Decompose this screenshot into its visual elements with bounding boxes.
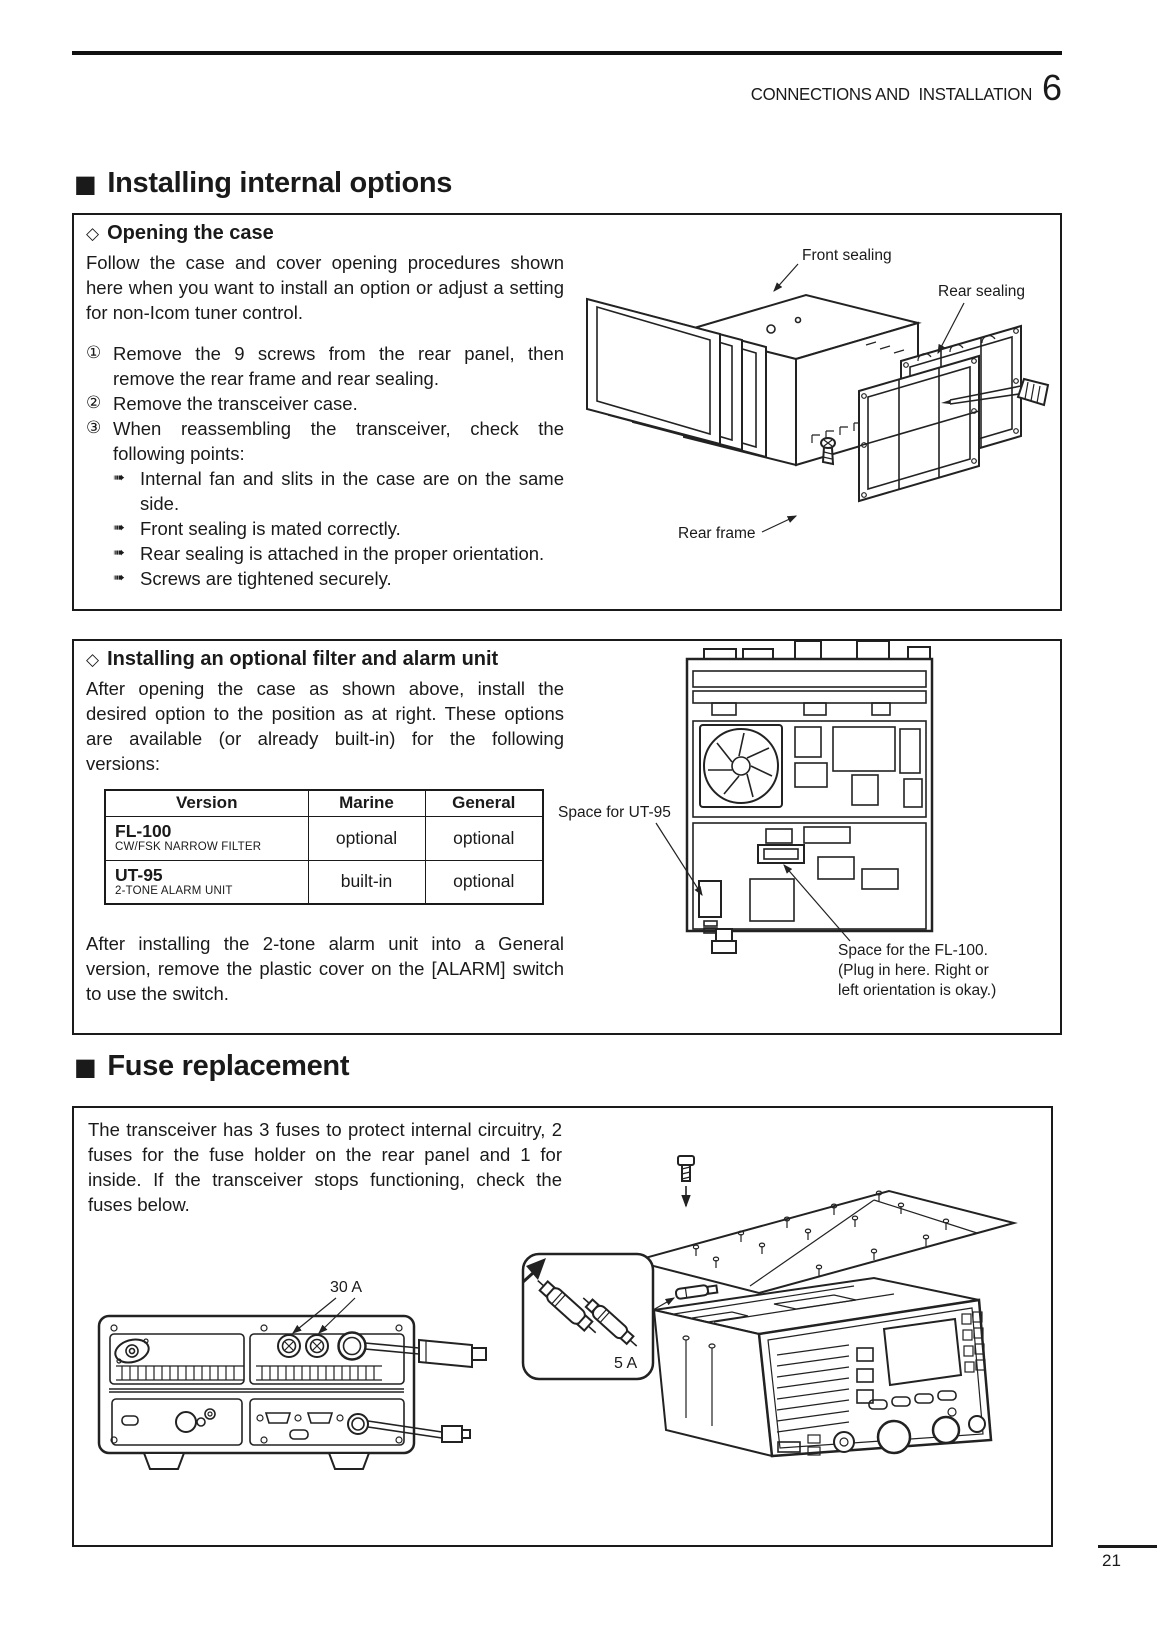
step-2-number: ② bbox=[86, 393, 102, 413]
opening-subtitle bbox=[86, 222, 564, 245]
step-1-number: ① bbox=[86, 343, 102, 363]
fl100-socket bbox=[758, 845, 804, 863]
checkpoint-2-text: Front sealing is mated correctly. bbox=[140, 518, 401, 539]
option-general-value: optional bbox=[425, 816, 543, 860]
col-header-version: Version bbox=[105, 790, 308, 816]
rear-frame-label: Rear frame bbox=[678, 525, 756, 542]
internal-fuse-icon bbox=[675, 1284, 717, 1300]
checkpoint-3 bbox=[113, 541, 564, 566]
ut95-socket bbox=[699, 881, 721, 917]
fuse-inset bbox=[523, 1254, 674, 1379]
option-desc: 2-TONE ALARM UNIT bbox=[115, 884, 233, 897]
volume-knob-icon bbox=[933, 1417, 959, 1443]
section-title-installing-options bbox=[74, 167, 452, 200]
front-sealing-label: Front sealing bbox=[802, 247, 892, 264]
header-rule bbox=[72, 51, 1062, 55]
ut95-space-label: Space for UT-95 bbox=[558, 804, 671, 821]
diamond-icon: ◇ bbox=[86, 650, 100, 670]
bottom-cover-exploded bbox=[634, 1156, 1014, 1293]
checkpoint-4 bbox=[113, 566, 564, 591]
filter-subtitle bbox=[86, 648, 564, 671]
step-1-text: Remove the 9 screws from the rear panel, then remove the rear frame and rear sealing. bbox=[113, 343, 564, 389]
options-table bbox=[104, 789, 544, 905]
step-2 bbox=[86, 391, 564, 416]
section-title-text: Installing internal options bbox=[107, 167, 453, 199]
screw-icon bbox=[821, 438, 835, 464]
section-marker-icon: ■ bbox=[74, 169, 97, 198]
chassis-top-view bbox=[687, 641, 932, 953]
opening-text-column bbox=[86, 222, 564, 591]
option-desc: CW/FSK NARROW FILTER bbox=[115, 841, 262, 853]
chapter-title: CONNECTIONS AND INSTALLATION bbox=[750, 84, 1032, 104]
cooling-fan-icon bbox=[700, 725, 782, 807]
fuse-location-diagram bbox=[74, 1108, 1051, 1545]
section-title-fuse-replacement bbox=[74, 1050, 349, 1083]
page-number: 21 bbox=[1102, 1551, 1121, 1570]
checkpoint-1-text: Internal fan and slits in the case are on the same side. bbox=[140, 468, 564, 514]
filter-alarm-box bbox=[72, 639, 1062, 1035]
page-number-rule bbox=[1098, 1545, 1157, 1548]
col-header-general: General bbox=[425, 790, 543, 816]
table-row bbox=[105, 860, 543, 904]
cover-screw-icon bbox=[678, 1156, 694, 1206]
arrow-bullet-icon: ➠ bbox=[113, 520, 125, 536]
checkpoint-3-text: Rear sealing is attached in the proper orientation. bbox=[140, 543, 545, 564]
filter-subtitle-text: Installing an optional filter and alarm unit bbox=[107, 648, 499, 670]
opening-the-case-box bbox=[72, 213, 1062, 611]
rear-sealing-label: Rear sealing bbox=[938, 283, 1026, 300]
fl100-space-label-line2: (Plug in here. Right or bbox=[838, 962, 989, 979]
step-2-text: Remove the transceiver case. bbox=[113, 393, 358, 414]
fl100-space-label-line3: left orientation is okay.) bbox=[838, 982, 997, 999]
checkpoint-4-text: Screws are tightened securely. bbox=[140, 568, 392, 589]
section-title-text: Fuse replacement bbox=[107, 1050, 350, 1082]
table-header-row bbox=[105, 790, 543, 816]
rear-panel-view bbox=[99, 1279, 486, 1469]
opening-steps bbox=[86, 341, 564, 591]
filter-outro: After installing the 2-tone alarm unit into a General version, remove the plastic cover on the [ALARM] switch to use the switch. bbox=[86, 933, 564, 1004]
board-top-view-diagram bbox=[552, 641, 1034, 1033]
table-row bbox=[105, 816, 543, 860]
filter-intro: After opening the case as shown above, install the desired option to the position as at right. These options are available (or already built-in) for the following versions: bbox=[86, 678, 564, 774]
fuse-replacement-box bbox=[72, 1106, 1053, 1547]
case-exploded-diagram bbox=[566, 233, 1052, 567]
opening-intro: Follow the case and cover opening procedures shown here when you want to install an option or adjust a setting for non-Icom tuner control. bbox=[86, 252, 564, 323]
section-marker-icon: ■ bbox=[74, 1052, 97, 1081]
fuse-5a-label: 5 A bbox=[614, 1355, 638, 1372]
step-3-text: When reassembling the transceiver, check the following points: bbox=[113, 418, 564, 464]
option-name: UT-95 bbox=[115, 864, 163, 885]
opening-subtitle-text: Opening the case bbox=[107, 222, 274, 244]
diamond-icon: ◇ bbox=[86, 224, 100, 244]
transceiver-chassis bbox=[654, 1278, 991, 1456]
checkpoint-1 bbox=[113, 466, 564, 516]
tuning-knob-icon bbox=[878, 1421, 910, 1453]
filter-text-column bbox=[86, 648, 564, 1006]
fuse-30a-label: 30 A bbox=[329, 1279, 363, 1296]
arrow-bullet-icon: ➠ bbox=[113, 470, 125, 486]
option-name: FL-100 bbox=[115, 821, 172, 841]
fuse-intro: The transceiver has 3 fuses to protect internal circuitry, 2 fuses for the fuse holder on the rear panel and 1 for inside. If the transceiver stops functioning, check the fuses below. bbox=[88, 1119, 562, 1215]
option-marine-value: built-in bbox=[308, 860, 425, 904]
step-3-number: ③ bbox=[86, 418, 102, 438]
chapter-number: 6 bbox=[1041, 67, 1062, 108]
arrow-bullet-icon: ➠ bbox=[113, 570, 125, 586]
arrow-bullet-icon: ➠ bbox=[113, 545, 125, 561]
fl100-space-label-line1: Space for the FL-100. bbox=[838, 942, 988, 959]
page-header bbox=[72, 67, 1062, 108]
step-1 bbox=[86, 341, 564, 391]
checkpoint-2 bbox=[113, 516, 564, 541]
col-header-marine: Marine bbox=[308, 790, 425, 816]
step-3 bbox=[86, 416, 564, 466]
option-marine-value: optional bbox=[308, 816, 425, 860]
option-general-value: optional bbox=[425, 860, 543, 904]
